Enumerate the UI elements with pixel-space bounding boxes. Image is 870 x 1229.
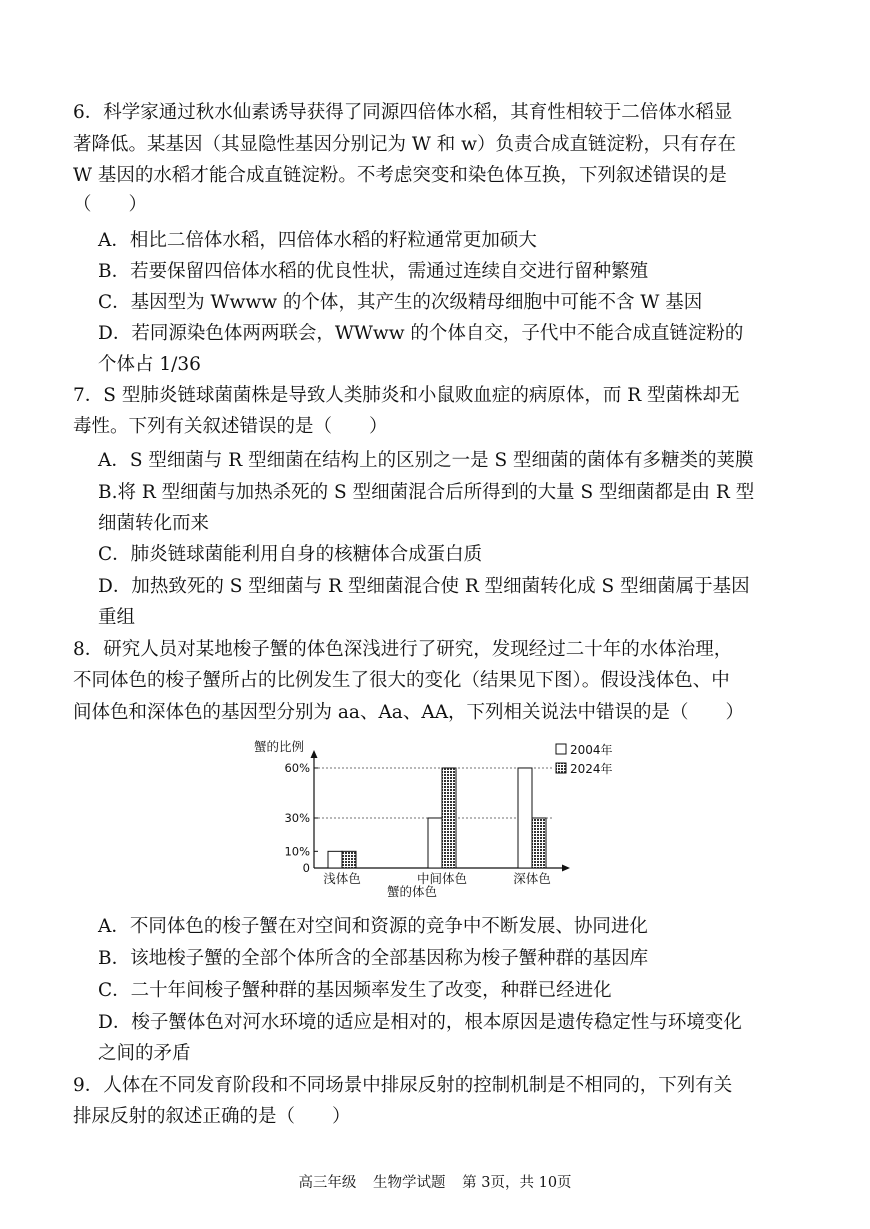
chart-category-label: 中间体色 [416,871,468,886]
q9-stem-line-1: 9．人体在不同发育阶段和不同场景中排尿反射的控制机制是不相同的，下列有关 [73,1075,733,1096]
chart-y-axis-arrow [311,750,318,758]
q8-option-b: B．该地梭子蟹的全部个体所含的全部基因称为梭子蟹种群的基因库 [98,948,649,969]
chart-legend-swatch [556,763,566,773]
q7-option-b-cont: 细菌转化而来 [98,513,210,534]
chart-legend-swatch [556,744,566,754]
q7-option-a: A．S 型细菌与 R 型细菌在结构上的区别之一是 S 型细菌的菌体有多糖类的荚膜 [98,450,754,471]
footer-grade: 高三年级 [298,1175,357,1191]
q7-option-d: D．加热致死的 S 型细菌与 R 型细菌混合使 R 型细菌转化成 S 型细菌属于基因 [98,576,750,597]
q6-stem-line-2: 著降低。某基因（其显隐性基因分别记为 W 和 w）负责合成直链淀粉，只有存在 [73,134,736,155]
chart-ytick-label: 10% [284,844,310,859]
chart-ytick-label: 60% [284,760,310,775]
q7-option-b: B.将 R 型细菌与加热杀死的 S 型细菌混合后所得到的大量 S 型细菌都是由 R 型 [98,482,755,503]
q6-option-d-cont: 个体占 1/36 [98,354,201,375]
q7-option-c: C．肺炎链球菌能利用自身的核糖体合成蛋白质 [98,544,483,565]
chart-category-label: 深体色 [513,871,551,886]
chart-bar [518,768,532,868]
q6-option-c: C．基因型为 Wwww 的个体，其产生的次级精母细胞中可能不含 W 基因 [98,292,703,313]
chart-ylabel: 蟹的比例 [254,739,305,754]
chart-bars [328,768,546,868]
chart-bar [428,818,442,868]
chart-category-labels [323,871,551,886]
chart-ytick-label: 30% [284,810,310,825]
footer-page-number: 第 3页，共 10页 [462,1175,572,1191]
chart-legend-label: 2004年 [570,743,613,757]
chart-category-label: 浅体色 [323,871,361,886]
chart-tick-labels [284,761,318,875]
q6-option-a: A．相比二倍体水稻，四倍体水稻的籽粒通常更加硕大 [98,230,537,251]
chart-ytick-label: 0 [302,861,310,875]
q8-stem-line-2: 不同体色的梭子蟹所占的比例发生了很大的变化（结果见下图）。假设浅体色、中 [73,670,730,691]
q8-option-a: A．不同体色的梭子蟹在对空间和资源的竞争中不断发展、协同进化 [98,916,648,937]
footer-subject: 生物学试题 [373,1175,446,1191]
q6-stem-line-1: 6．科学家通过秋水仙素诱导获得了同源四倍体水稻，其育性相较于二倍体水稻显 [73,102,733,123]
chart-xlabel: 蟹的体色 [386,884,438,899]
q8-option-d: D．梭子蟹体色对河水环境的适应是相对的，根本原因是遗传稳定性与环境变化 [98,1012,742,1033]
chart-bar [532,818,546,868]
chart-legend [556,742,613,776]
chart-bar [442,768,456,868]
q7-option-d-cont: 重组 [98,607,136,628]
q7-stem-line-1: 7．S 型肺炎链球菌菌株是导致人类肺炎和小鼠败血症的病原体，而 R 型菌株却无 [73,385,740,406]
q6-stem-line-3: W 基因的水稻才能合成直链淀粉。不考虑突变和染色体互换，下列叙述错误的是 [73,165,727,186]
q8-stem-line-1: 8．研究人员对某地梭子蟹的体色深浅进行了研究，发现经过二十年的水体治理， [73,639,733,660]
q6-option-d: D．若同源染色体两两联会，WWww 的个体自交，子代中不能合成直链淀粉的 [98,323,744,344]
chart-legend-label: 2024年 [570,762,613,776]
q6-stem-line-4: （ ） [73,194,148,215]
crab-color-proportion-chart [240,738,640,908]
q9-stem-line-2: 排尿反射的叙述正确的是（ ） [73,1106,351,1127]
q8-option-c: C．二十年间梭子蟹种群的基因频率发生了改变，种群已经进化 [98,980,612,1001]
q7-stem-line-2: 毒性。下列有关叙述错误的是（ ） [73,416,388,437]
chart-gridlines [314,768,552,818]
q8-stem-line-3: 间体色和深体色的基因型分别为 aa、Aa、AA，下列相关说法中错误的是（ ） [73,702,745,723]
page-footer [0,1176,870,1191]
chart-bar [342,851,356,868]
chart-bar [328,851,342,868]
q8-option-d-cont: 之间的矛盾 [98,1043,191,1064]
chart-x-axis-arrow [562,865,570,872]
q6-option-b: B．若要保留四倍体水稻的优良性状，需通过连续自交进行留种繁殖 [98,261,649,282]
